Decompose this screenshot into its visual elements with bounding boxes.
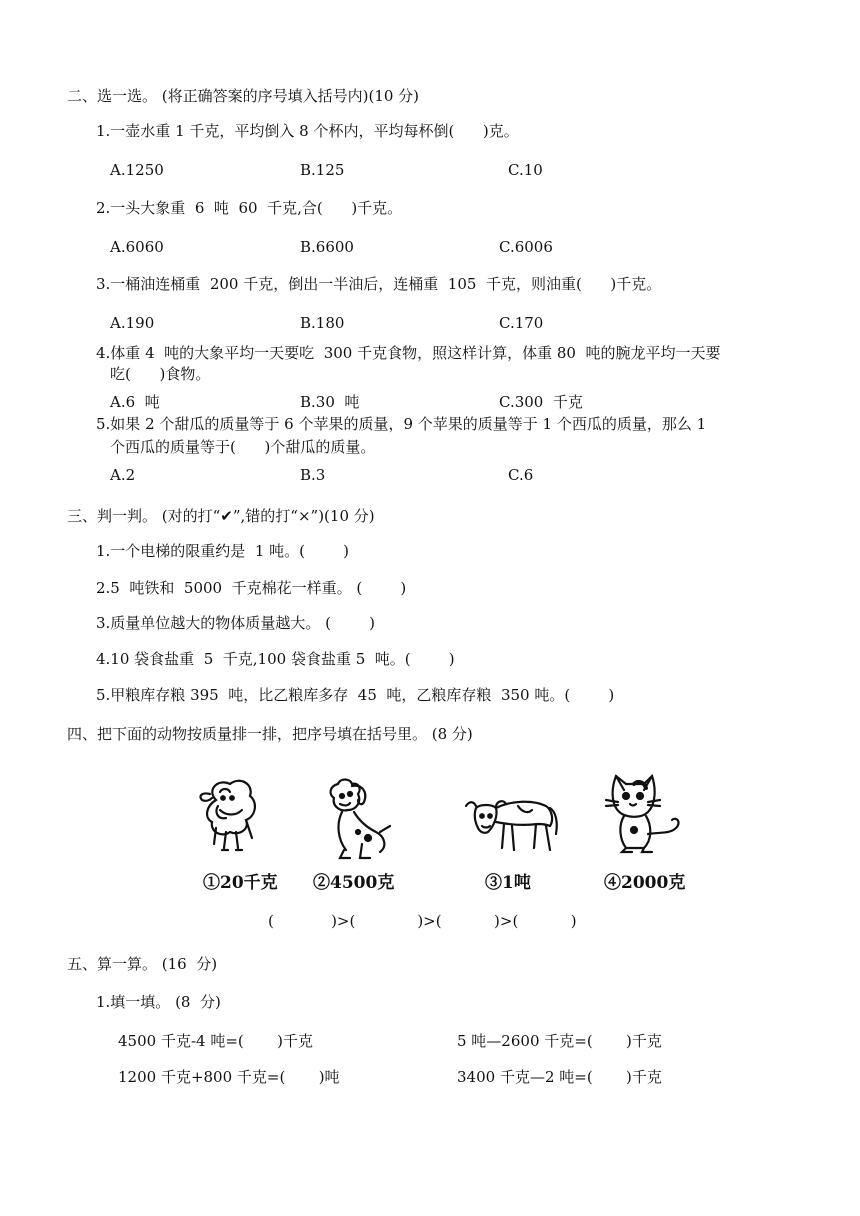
q4-stem-line1: 4.体重 4 吨的大象平均一天要吃 300 千克食物，照这样计算，体重 80 吨的腕龙平均一天要 xyxy=(96,344,721,362)
judge-item: 5.甲粮库存粮 395 吨，比乙粮库多存 45 吨，乙粮库存粮 350 吨。( ) xyxy=(96,686,615,704)
cow-icon xyxy=(462,792,562,862)
equation: 4500 千克-4 吨=( )千克 xyxy=(118,1032,313,1050)
section3-heading: 三、判一判。 (对的打“✔”,错的打“×”)(10 分) xyxy=(67,507,375,525)
section2-heading: 二、选一选。 (将正确答案的序号填入括号内)(10 分) xyxy=(67,87,420,105)
order-answer-line: ( )>( )>( )>( ) xyxy=(268,912,577,930)
q4-stem-line2: 吃( )食物。 xyxy=(110,365,211,383)
section4-heading: 四、把下面的动物按质量排一排，把序号填在括号里。 (8 分) xyxy=(67,725,473,743)
q2-option-a: A.6060 xyxy=(110,238,164,256)
q4-option-a: A.6 吨 xyxy=(110,393,160,411)
q4-option-c: C.300 千克 xyxy=(499,393,583,411)
q5-option-c: C.6 xyxy=(508,466,534,484)
animal-label-cow: ③1吨 xyxy=(485,873,531,893)
judge-item: 3.质量单位越大的物体质量越大。 ( ) xyxy=(96,614,375,632)
section5-heading: 五、算一算。 (16 分) xyxy=(67,955,218,973)
cat-icon xyxy=(604,772,690,858)
q3-option-c: C.170 xyxy=(499,314,544,332)
equation: 5 吨—2600 千克=( )千克 xyxy=(457,1032,662,1050)
q1-option-b: B.125 xyxy=(300,161,345,179)
judge-item: 1.一个电梯的限重约是 1 吨。( ) xyxy=(96,542,350,560)
animal-label-cat: ④2000克 xyxy=(604,873,686,893)
judge-item: 4.10 袋食盐重 5 千克,100 袋食盐重 5 吨。( ) xyxy=(96,650,455,668)
animal-label-dog: ②4500克 xyxy=(313,873,395,893)
q2-stem: 2.一头大象重 6 吨 60 千克,合( )千克。 xyxy=(96,199,403,217)
q5-stem-line2: 个西瓜的质量等于( )个甜瓜的质量。 xyxy=(110,438,376,456)
equation: 3400 千克—2 吨=( )千克 xyxy=(457,1068,662,1086)
dog-icon xyxy=(318,776,398,866)
q1-stem: 1.一壶水重 1 千克，平均倒入 8 个杯内，平均每杯倒( )克。 xyxy=(96,122,519,140)
q3-stem: 3.一桶油连桶重 200 千克，倒出一半油后，连桶重 105 千克，则油重( )千克。 xyxy=(96,275,662,293)
equation: 1200 千克+800 千克=( )吨 xyxy=(118,1068,340,1086)
q5-option-b: B.3 xyxy=(300,466,326,484)
sheep-icon xyxy=(196,772,270,858)
q2-option-c: C.6006 xyxy=(499,238,553,256)
q1-option-c: C.10 xyxy=(508,161,543,179)
section5-sub1: 1.填一填。 (8 分) xyxy=(96,993,221,1011)
q5-option-a: A.2 xyxy=(110,466,136,484)
q3-option-a: A.190 xyxy=(110,314,155,332)
animal-label-sheep: ①20千克 xyxy=(203,873,278,893)
q4-option-b: B.30 吨 xyxy=(300,393,360,411)
q1-option-a: A.1250 xyxy=(110,161,164,179)
q2-option-b: B.6600 xyxy=(300,238,354,256)
q5-stem-line1: 5.如果 2 个甜瓜的质量等于 6 个苹果的质量，9 个苹果的质量等于 1 个西瓜的质量，那么 1 xyxy=(96,415,707,433)
q3-option-b: B.180 xyxy=(300,314,345,332)
judge-item: 2.5 吨铁和 5000 千克棉花一样重。 ( ) xyxy=(96,579,407,597)
